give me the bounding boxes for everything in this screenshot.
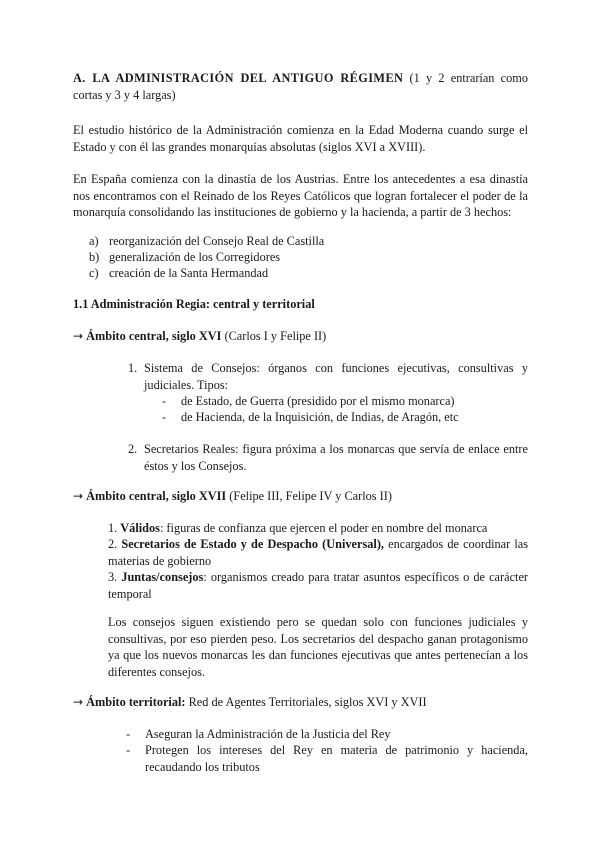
ambito-xvi-heading <box>73 328 528 345</box>
list-item-text: Protegen los intereses del Rey en materia de patrimonio y hacienda, recaudando los tributos <box>145 743 528 774</box>
list-marker: 1. <box>128 361 138 375</box>
ambito-xvii-heading <box>73 488 528 505</box>
ambito-xvi-note: (Carlos I y Felipe II) <box>221 329 327 343</box>
ambito-territorial-note: Red de Agentes Territoriales, siglos XVI y XVII <box>185 695 427 709</box>
list-item-text: generalización de los Corregidores <box>109 250 281 264</box>
arrow-right-icon: → <box>73 329 84 343</box>
section-a-heading-block <box>73 70 528 103</box>
item-description: encargados de coordinar las materias de gobierno <box>108 537 529 568</box>
section-1-1-heading-block <box>73 296 528 313</box>
paragraph-intro-text: El estudio histórico de la Administración comienza en la Edad Moderna cuando surge el Estado y con él las grandes monarquías absolutas (siglos XVI a XVIII). <box>73 123 528 154</box>
paragraph-consejos-text: Los consejos siguen existiendo pero se quedan solo con funciones judiciales y consultivas, por eso pierden peso. Los secretarios del despacho ganan protagonismo ya que los nuevos monarcas les dan funciones ejecutivas que antes pertenecían a los diferentes consejos. <box>108 615 528 679</box>
numbered-item <box>108 569 528 602</box>
list-item <box>89 265 268 282</box>
item-description: : figuras de confianza que ejercen el poder en nombre del monarca <box>159 521 488 535</box>
section-a-heading: A. LA ADMINISTRACIÓN DEL ANTIGUO RÉGIMEN <box>73 71 404 85</box>
paragraph-intro <box>73 122 528 155</box>
sub-list-item-text: de Hacienda, de la Inquisición, de Indias, de Aragón, etc <box>181 410 459 424</box>
item-number: 1. <box>108 521 121 535</box>
sub-list-item-text: de Estado, de Guerra (presidido por el mismo monarca) <box>181 394 455 408</box>
dash-marker: - <box>162 410 167 424</box>
item-bold-term: Juntas/consejos <box>121 570 204 584</box>
ambito-xvi-label: Ámbito central, siglo XVI <box>86 329 222 343</box>
numbered-item <box>108 520 528 537</box>
list-marker: c) <box>89 266 99 280</box>
list-marker: a) <box>89 234 99 248</box>
ambito-xvii-label: Ámbito central, siglo XVII <box>86 489 227 503</box>
list-item <box>126 742 528 775</box>
sub-list-item <box>162 409 459 426</box>
ambito-xvii-note: (Felipe III, Felipe IV y Carlos II) <box>226 489 392 503</box>
section-1-1-heading: 1.1 Administración Regia: central y territorial <box>73 297 315 311</box>
paragraph-espana <box>73 171 528 221</box>
item-bold-term: Válidos <box>120 521 160 535</box>
item-number: 3. <box>108 570 122 584</box>
ambito-territorial-heading <box>73 694 528 711</box>
section-a-note: (1 y 2 entrarían como cortas y 3 y 4 largas) <box>73 71 528 102</box>
numbered-item-text: Sistema de Consejos: órganos con funciones ejecutivas, consultivas y judiciales. Tipos: <box>144 361 528 392</box>
numbered-item-text: Secretarios Reales: figura próxima a los monarcas que servía de enlace entre éstos y los Consejos. <box>144 442 528 473</box>
list-marker: 2. <box>128 442 138 456</box>
numbered-item <box>128 360 528 393</box>
dash-marker: - <box>126 727 131 741</box>
dash-marker: - <box>126 743 131 757</box>
arrow-right-icon: → <box>73 489 84 503</box>
list-item <box>89 233 324 250</box>
item-number: 2. <box>108 537 122 551</box>
dash-marker: - <box>162 394 167 408</box>
list-item <box>126 726 528 743</box>
list-item-text: reorganización del Consejo Real de Castilla <box>109 234 325 248</box>
list-marker: b) <box>89 250 100 264</box>
item-description: : organismos creado para tratar asuntos específicos o de carácter temporal <box>108 570 528 601</box>
list-item-text: creación de la Santa Hermandad <box>109 266 269 280</box>
numbered-item <box>128 441 528 474</box>
item-bold-term: Secretarios de Estado y de Despacho (Universal), <box>121 537 384 551</box>
sub-list-item <box>162 393 455 410</box>
paragraph-espana-text: En España comienza con la dinastía de los Austrias. Entre los antecedentes a esa dinastía nos encontramos con el Reinado de los Reyes Católicos que logran fortalecer el poder de la monarquía consolidando las instituciones de gobierno y la hacienda, a partir de 3 hechos: <box>73 172 528 219</box>
numbered-item <box>108 536 528 569</box>
list-item-text: Aseguran la Administración de la Justicia del Rey <box>145 727 391 741</box>
list-item <box>89 249 280 266</box>
paragraph-consejos <box>108 614 528 680</box>
ambito-territorial-label: Ámbito territorial: <box>86 695 186 709</box>
arrow-right-icon: → <box>73 695 84 709</box>
